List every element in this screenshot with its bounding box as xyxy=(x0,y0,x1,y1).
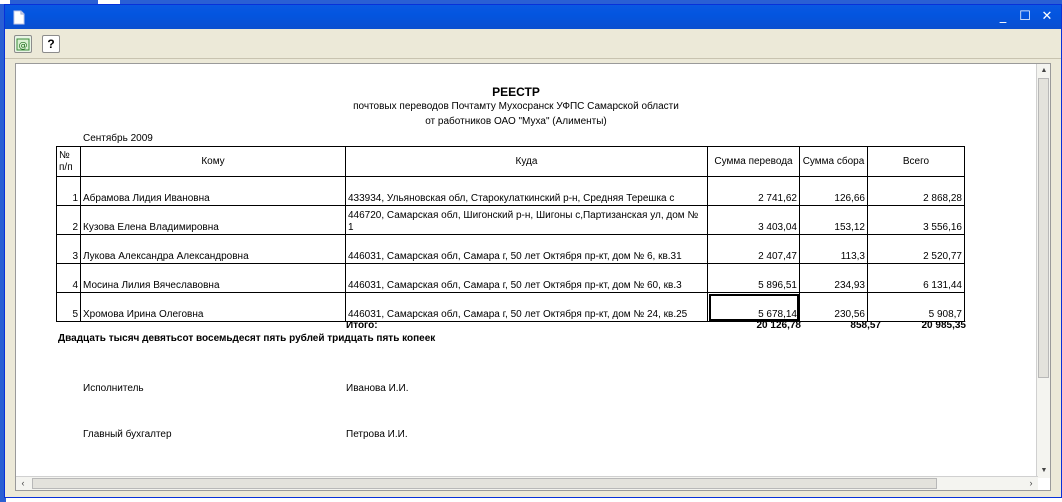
row-total[interactable]: 3 556,16 xyxy=(868,206,965,235)
row-fee[interactable]: 126,66 xyxy=(800,177,868,206)
col-fee-header: Сумма сбора xyxy=(800,147,868,177)
document-icon xyxy=(13,10,25,25)
send-mail-button[interactable] xyxy=(14,35,32,53)
table-row xyxy=(57,293,965,322)
col-total-header: Всего xyxy=(868,147,965,177)
row-fee[interactable]: 234,93 xyxy=(800,264,868,293)
vertical-scrollbar[interactable] xyxy=(1036,64,1050,478)
row-amount[interactable]: 3 403,04 xyxy=(708,206,800,235)
row-where[interactable]: 433934, Ульяновская обл, Старокулаткинский р-н, Средняя Терешка с xyxy=(346,177,708,206)
horizontal-scrollbar[interactable] xyxy=(16,476,1038,490)
signature-role: Исполнитель xyxy=(83,383,144,394)
table-row xyxy=(57,206,965,235)
row-total[interactable]: 6 131,44 xyxy=(868,264,965,293)
vertical-scroll-thumb[interactable] xyxy=(1038,78,1049,378)
row-where[interactable]: 446031, Самарская обл, Самара г, 50 лет Октября пр-кт, дом № 60, кв.3 xyxy=(346,264,708,293)
table-row xyxy=(57,264,965,293)
help-icon: ? xyxy=(47,37,55,51)
help-button[interactable] xyxy=(42,35,60,53)
row-where[interactable]: 446031, Самарская обл, Самара г, 50 лет Октября пр-кт, дом № 6, кв.31 xyxy=(346,235,708,264)
scroll-left-icon[interactable]: ‹ xyxy=(21,478,25,488)
row-total[interactable]: 5 908,7 xyxy=(868,293,965,322)
amount-in-words: Двадцать тысяч девятьсот восемьдесят пять рублей тридцать пять копеек xyxy=(58,333,436,344)
mail-icon xyxy=(15,36,31,52)
col-amount-header: Сумма перевода xyxy=(708,147,800,177)
totals-amount: 20 126,78 xyxy=(756,320,801,331)
row-where[interactable]: 446720, Самарская обл, Шигонский р-н, Шигоны с,Партизанская ул, дом № 1 xyxy=(346,206,708,235)
row-to[interactable]: Абрамова Лидия Ивановна xyxy=(81,177,346,206)
signature-name: Иванова И.И. xyxy=(346,383,409,394)
row-to[interactable]: Кузова Елена Владимировна xyxy=(81,206,346,235)
report-title: РЕЕСТР xyxy=(492,85,540,99)
report-period: Сентябрь 2009 xyxy=(83,133,153,144)
table-row xyxy=(57,235,965,264)
row-num[interactable]: 3 xyxy=(57,235,81,264)
document-view[interactable] xyxy=(15,63,1051,491)
signature-name: Петрова И.И. xyxy=(346,429,408,440)
row-where[interactable]: 446031, Самарская обл, Самара г, 50 лет Октября пр-кт, дом № 24, кв.25 xyxy=(346,293,708,322)
minimize-button[interactable]: _ xyxy=(999,9,1007,24)
row-amount[interactable]: 2 741,62 xyxy=(708,177,800,206)
row-amount-selected-cell[interactable]: 5 678,14 xyxy=(708,293,800,322)
close-button[interactable]: ✕ xyxy=(1041,9,1053,24)
totals-total: 20 985,35 xyxy=(921,320,966,331)
row-to[interactable]: Мосина Лилия Вячеславовна xyxy=(81,264,346,293)
row-num[interactable]: 2 xyxy=(57,206,81,235)
scroll-up-icon[interactable]: ▲ xyxy=(1040,67,1048,74)
row-fee[interactable]: 113,3 xyxy=(800,235,868,264)
totals-fee: 858,57 xyxy=(850,320,881,331)
col-where-header: Куда xyxy=(346,147,708,177)
row-total[interactable]: 2 868,28 xyxy=(868,177,965,206)
register-table xyxy=(56,146,965,322)
table-row xyxy=(57,177,965,206)
horizontal-scroll-thumb[interactable] xyxy=(32,478,937,489)
report-subtitle: от работников ОАО "Муха" (Алименты) xyxy=(425,116,607,127)
svg-text:@: @ xyxy=(18,41,28,51)
report-window xyxy=(4,4,1062,498)
row-to[interactable]: Лукова Александра Александровна xyxy=(81,235,346,264)
table-header xyxy=(57,147,965,177)
col-num-header: № п/п xyxy=(57,147,81,177)
totals-label: Итого: xyxy=(346,320,378,331)
row-amount[interactable]: 2 407,47 xyxy=(708,235,800,264)
maximize-button[interactable]: ☐ xyxy=(1019,9,1031,24)
row-fee[interactable]: 230,56 xyxy=(800,293,868,322)
scroll-down-icon[interactable]: ▼ xyxy=(1040,467,1048,474)
report-subtitle: почтовых переводов Почтамту Мухосранск УФПС Самарской области xyxy=(353,101,679,112)
row-amount[interactable]: 5 896,51 xyxy=(708,264,800,293)
row-num[interactable]: 1 xyxy=(57,177,81,206)
col-to-header: Кому xyxy=(81,147,346,177)
row-total[interactable]: 2 520,77 xyxy=(868,235,965,264)
row-num[interactable]: 4 xyxy=(57,264,81,293)
row-to[interactable]: Хромова Ирина Олеговна xyxy=(81,293,346,322)
row-fee[interactable]: 153,12 xyxy=(800,206,868,235)
row-num[interactable]: 5 xyxy=(57,293,81,322)
toolbar xyxy=(5,29,1061,59)
titlebar[interactable] xyxy=(5,5,1061,29)
signature-role: Главный бухгалтер xyxy=(83,429,172,440)
report xyxy=(16,64,1038,478)
scroll-right-icon[interactable]: › xyxy=(1029,478,1033,488)
